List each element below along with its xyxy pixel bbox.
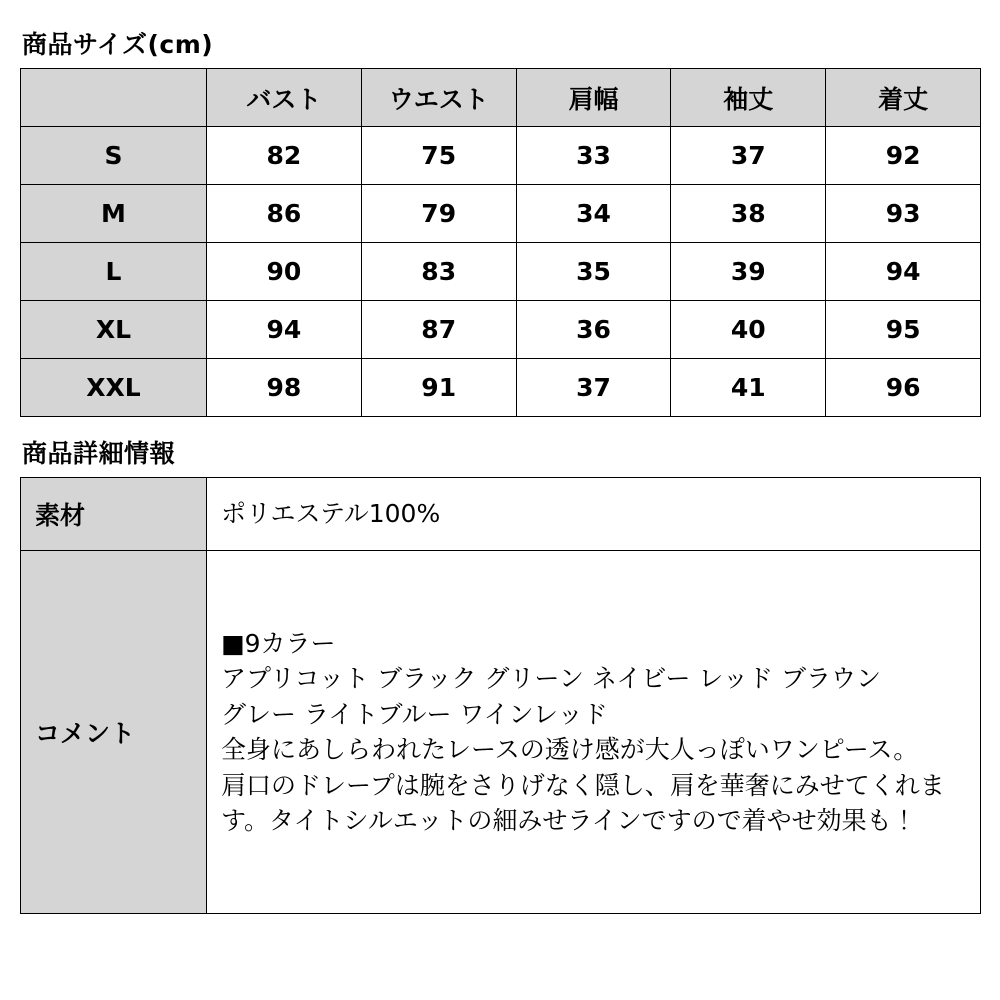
size-row-label-xxl: XXL [21, 359, 207, 417]
comment-label: コメント [21, 551, 207, 914]
comment-line-4: 全身にあしらわれたレースの透け感が大人っぽいワンピース。 [221, 735, 919, 764]
size-row-label-l: L [21, 243, 207, 301]
size-cell-xxl-length: 96 [826, 359, 981, 417]
size-cell-l-bust: 90 [207, 243, 362, 301]
size-table-header-row [21, 69, 981, 127]
size-cell-l-shoulder: 35 [516, 243, 671, 301]
size-cell-l-length: 94 [826, 243, 981, 301]
comment-line-5: 肩口のドレープは腕をさりげなく隠し、肩を華奢にみせてくれま [221, 770, 945, 800]
size-cell-l-sleeve: 39 [671, 243, 826, 301]
size-cell-m-length: 93 [826, 185, 981, 243]
comment-lines [221, 626, 980, 839]
table-row [21, 301, 981, 359]
comment-value [207, 551, 981, 914]
material-label: 素材 [21, 478, 207, 551]
size-header-bust: バスト [207, 69, 362, 127]
size-cell-l-waist: 83 [361, 243, 516, 301]
size-cell-xl-waist: 87 [361, 301, 516, 359]
comment-line-6: す。タイトシルエットの細みせラインですので着やせ効果も！ [221, 806, 917, 835]
size-header-length: 着丈 [826, 69, 981, 127]
comment-line-3: グレー ライトブルー ワインレッド [221, 699, 608, 729]
size-cell-xxl-waist: 91 [361, 359, 516, 417]
size-cell-m-sleeve: 38 [671, 185, 826, 243]
section-divider-space [20, 417, 980, 439]
size-header-blank [21, 69, 207, 127]
size-cell-xxl-sleeve: 41 [671, 359, 826, 417]
table-row [21, 243, 981, 301]
table-row [21, 185, 981, 243]
size-row-label-xl: XL [21, 301, 207, 359]
detail-section-title: 商品詳細情報 [22, 439, 176, 468]
size-cell-xl-bust: 94 [207, 301, 362, 359]
size-cell-m-waist: 79 [361, 185, 516, 243]
size-cell-xl-shoulder: 36 [516, 301, 671, 359]
size-cell-xxl-bust: 98 [207, 359, 362, 417]
size-cell-s-length: 92 [826, 127, 981, 185]
comment-line-1: ■9カラー [221, 628, 336, 658]
size-section-title: 商品サイズ(cm) [22, 30, 214, 59]
size-cell-xxl-shoulder: 37 [516, 359, 671, 417]
table-row [21, 551, 981, 914]
size-cell-s-sleeve: 37 [671, 127, 826, 185]
table-row [21, 127, 981, 185]
size-row-label-m: M [21, 185, 207, 243]
size-cell-m-bust: 86 [207, 185, 362, 243]
size-header-waist: ウエスト [361, 69, 516, 127]
size-cell-xl-length: 95 [826, 301, 981, 359]
comment-line-2: アプリコット ブラック グリーン ネイビー レッド ブラウン [221, 664, 881, 693]
size-row-label-s: S [21, 127, 207, 185]
size-header-shoulder: 肩幅 [516, 69, 671, 127]
size-table [20, 68, 981, 417]
size-header-sleeve: 袖丈 [671, 69, 826, 127]
table-row [21, 359, 981, 417]
size-cell-s-shoulder: 33 [516, 127, 671, 185]
detail-table [20, 477, 981, 914]
size-cell-xl-sleeve: 40 [671, 301, 826, 359]
table-row [21, 478, 981, 551]
size-cell-s-bust: 82 [207, 127, 362, 185]
size-cell-s-waist: 75 [361, 127, 516, 185]
material-value: ポリエステル100% [207, 478, 981, 551]
size-cell-m-shoulder: 34 [516, 185, 671, 243]
